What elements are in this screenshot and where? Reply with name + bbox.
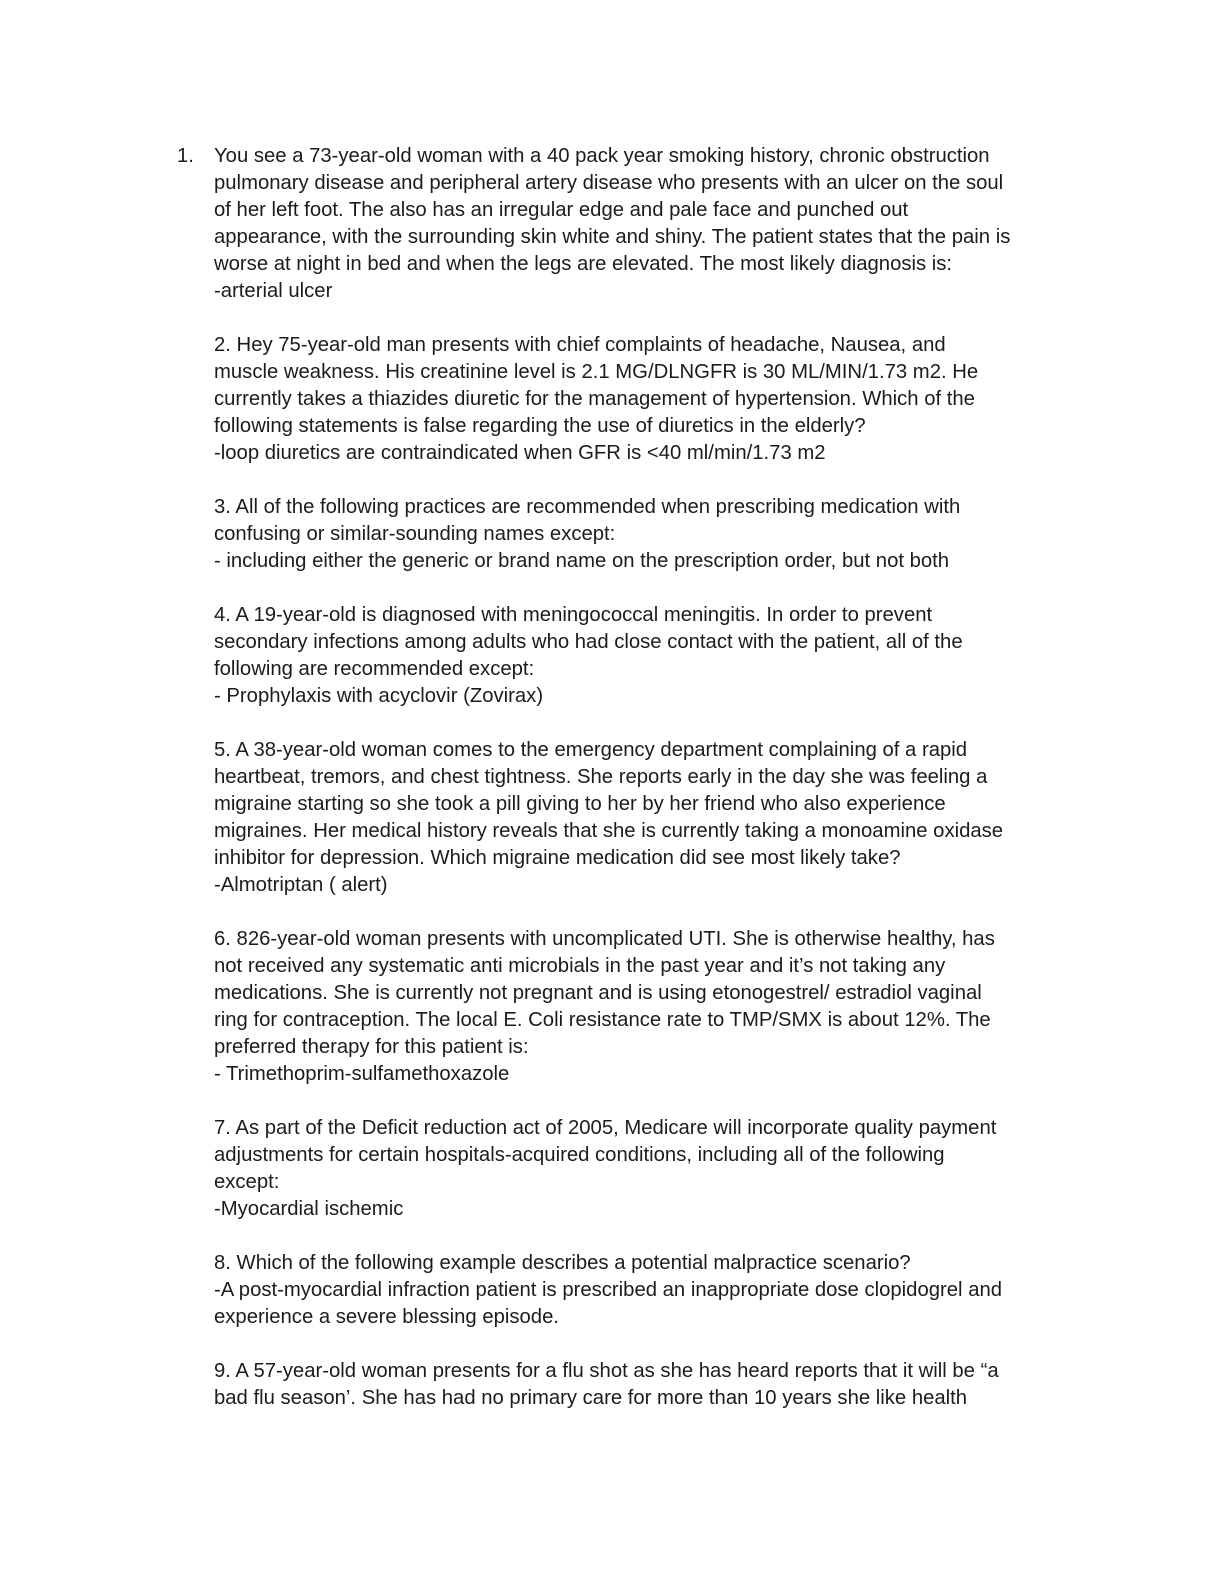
question-line: 4. A 19-year-old is diagnosed with meningococcal meningitis. In order to prevent	[214, 604, 933, 626]
question-6	[214, 926, 1084, 1088]
answer-line: - Trimethoprim-sulfamethoxazole	[214, 1063, 510, 1085]
question-line: 5. A 38-year-old woman comes to the emergency department complaining of a rapid	[214, 739, 968, 761]
question-line: pulmonary disease and peripheral artery disease who presents with an ulcer on the soul	[214, 172, 1004, 194]
question-line: confusing or similar-sounding names except:	[214, 523, 616, 545]
question-line: not received any systematic anti microbials in the past year and it’s not taking any	[214, 955, 946, 977]
question-4	[214, 602, 1084, 710]
question-line: medications. She is currently not pregnant and is using etonogestrel/ estradiol vaginal	[214, 982, 982, 1004]
question-5	[214, 737, 1084, 899]
question-line: currently takes a thiazides diuretic for the management of hypertension. Which of the	[214, 388, 975, 410]
question-line: migraine starting so she took a pill giving to her by her friend who also experience	[214, 793, 946, 815]
question-2	[214, 332, 1084, 467]
question-line: of her left foot. The also has an irregular edge and pale face and punched out	[214, 199, 909, 221]
question-line: ring for contraception. The local E. Coli resistance rate to TMP/SMX is about 12%. The	[214, 1009, 991, 1031]
answer-line: experience a severe blessing episode.	[214, 1306, 559, 1328]
question-line: adjustments for certain hospitals-acquired conditions, including all of the following	[214, 1144, 945, 1166]
answer-line: -Almotriptan ( alert)	[214, 874, 388, 896]
answer-line: -loop diuretics are contraindicated when GFR is <40 ml/min/1.73 m2	[214, 442, 826, 464]
question-line: heartbeat, tremors, and chest tightness. She reports early in the day she was feeling a	[214, 766, 988, 788]
question-line: appearance, with the surrounding skin white and shiny. The patient states that the pain is	[214, 226, 1011, 248]
question-line: 8. Which of the following example describes a potential malpractice scenario?	[214, 1252, 911, 1274]
question-line: secondary infections among adults who had close contact with the patient, all of the	[214, 631, 963, 653]
question-line: 2. Hey 75-year-old man presents with chief complaints of headache, Nausea, and	[214, 334, 946, 356]
question-line: 6. 826-year-old woman presents with uncomplicated UTI. She is otherwise healthy, has	[214, 928, 995, 950]
list-number: 1.	[177, 145, 194, 167]
question-line: worse at night in bed and when the legs are elevated. The most likely diagnosis is:	[214, 253, 953, 275]
question-line: bad flu season’. She has had no primary care for more than 10 years she like health	[214, 1387, 968, 1409]
answer-line: -A post-myocardial infraction patient is prescribed an inappropriate dose clopidogrel and	[214, 1279, 1003, 1301]
question-line: migraines. Her medical history reveals that she is currently taking a monoamine oxidase	[214, 820, 1004, 842]
question-line: following statements is false regarding the use of diuretics in the elderly?	[214, 415, 866, 437]
question-8	[214, 1250, 1084, 1331]
answer-line: -arterial ulcer	[214, 280, 333, 302]
question-line: inhibitor for depression. Which migraine medication did see most likely take?	[214, 847, 901, 869]
question-line: 7. As part of the Deficit reduction act of 2005, Medicare will incorporate quality payment	[214, 1117, 997, 1139]
question-line: You see a 73-year-old woman with a 40 pack year smoking history, chronic obstruction	[214, 145, 990, 167]
question-line: muscle weakness. His creatinine level is 2.1 MG/DLNGFR is 30 ML/MIN/1.73 m2. He	[214, 361, 979, 383]
question-9	[214, 1358, 1084, 1412]
question-line: 9. A 57-year-old woman presents for a flu shot as she has heard reports that it will be “a	[214, 1360, 999, 1382]
question-line: preferred therapy for this patient is:	[214, 1036, 529, 1058]
question-line: 3. All of the following practices are recommended when prescribing medication with	[214, 496, 961, 518]
answer-line: -Myocardial ischemic	[214, 1198, 404, 1220]
question-7	[214, 1115, 1084, 1223]
answer-line: - including either the generic or brand name on the prescription order, but not both	[214, 550, 950, 572]
question-line: following are recommended except:	[214, 658, 535, 680]
answer-line: - Prophylaxis with acyclovir (Zovirax)	[214, 685, 544, 707]
question-line: except:	[214, 1171, 280, 1193]
question-1	[177, 143, 1084, 305]
question-3	[214, 494, 1084, 575]
document-body	[177, 143, 1084, 1439]
